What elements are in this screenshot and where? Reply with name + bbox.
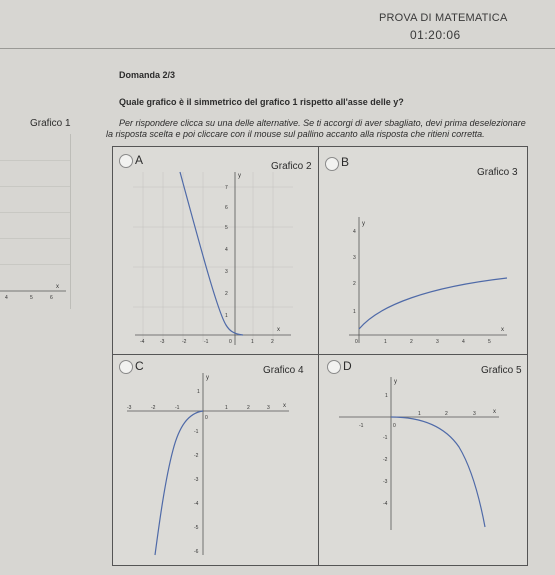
- countdown-timer: 01:20:06: [410, 28, 461, 42]
- tick-label: -6: [194, 549, 199, 555]
- tick-label: 2: [247, 405, 250, 411]
- options-grid: [112, 146, 528, 566]
- tick-label: -3: [383, 479, 388, 485]
- option-a-graph-title: Grafico 2: [271, 161, 312, 172]
- tick-label: 2: [225, 291, 228, 297]
- ref-tick: 6: [50, 295, 53, 301]
- tick-label: 0: [205, 415, 208, 421]
- tick-label: 2: [410, 339, 413, 345]
- tick-label: 1: [197, 389, 200, 395]
- option-b-graph: [319, 147, 527, 355]
- ref-tick: 5: [30, 295, 33, 301]
- ref-x-axis-label: x: [56, 284, 59, 290]
- tick-label: 1: [353, 309, 356, 315]
- tick-label: x: [501, 327, 504, 333]
- option-d-letter: D: [343, 359, 352, 373]
- tick-label: y: [394, 379, 397, 385]
- function-curve: [359, 278, 507, 329]
- tick-label: x: [277, 327, 280, 333]
- option-d-graph-title: Grafico 5: [481, 365, 522, 376]
- option-c-graph: [113, 355, 319, 565]
- ref-tick: 4: [5, 295, 8, 301]
- tick-label: -3: [160, 339, 165, 345]
- tick-label: 2: [353, 281, 356, 287]
- tick-label: 6: [225, 205, 228, 211]
- option-c-graph-title: Grafico 4: [263, 365, 304, 376]
- tick-label: -1: [204, 339, 209, 345]
- option-a-cell[interactable]: [113, 147, 319, 355]
- tick-label: 7: [225, 185, 228, 191]
- option-b-graph-title: Grafico 3: [477, 167, 518, 178]
- reference-graph-label: Grafico 1: [30, 118, 71, 129]
- tick-label: 1: [225, 405, 228, 411]
- tick-label: -2: [182, 339, 187, 345]
- option-c-cell[interactable]: [113, 355, 319, 565]
- reference-graph-panel: [0, 134, 71, 309]
- option-c-letter: C: [135, 359, 144, 373]
- tick-label: -4: [194, 501, 199, 507]
- option-a-graph: [113, 147, 319, 355]
- tick-label: 1: [418, 411, 421, 417]
- tick-label: 1: [384, 339, 387, 345]
- question-number: Domanda 2/3: [119, 70, 176, 80]
- tick-label: 3: [225, 269, 228, 275]
- tick-label: 0: [393, 423, 396, 429]
- tick-label: -1: [359, 423, 364, 429]
- tick-label: 4: [462, 339, 465, 345]
- tick-label: 4: [225, 247, 228, 253]
- tick-label: 0: [229, 339, 232, 345]
- function-curve: [180, 172, 243, 335]
- instructions-line-2: la risposta scelta e poi cliccare con il mouse sul pallino accanto alla risposta che ritieni corretta.: [106, 129, 485, 139]
- tick-label: -3: [194, 477, 199, 483]
- tick-label: y: [362, 221, 365, 227]
- tick-label: 3: [353, 255, 356, 261]
- exam-title: PROVA DI MATEMATICA: [379, 12, 508, 24]
- reference-graph-plot: [0, 134, 70, 309]
- tick-label: 5: [488, 339, 491, 345]
- header-divider: [0, 48, 555, 49]
- tick-label: x: [283, 403, 286, 409]
- option-b-cell[interactable]: [319, 147, 527, 355]
- tick-label: -4: [140, 339, 145, 345]
- tick-label: 4: [353, 229, 356, 235]
- tick-label: -2: [383, 457, 388, 463]
- option-d-cell[interactable]: [319, 355, 527, 565]
- tick-label: 5: [225, 225, 228, 231]
- tick-label: 2: [445, 411, 448, 417]
- question-text: Quale grafico è il simmetrico del grafico 1 rispetto all'asse delle y?: [119, 97, 404, 107]
- option-d-graph: [319, 355, 527, 565]
- tick-label: -3: [127, 405, 132, 411]
- tick-label: -1: [194, 429, 199, 435]
- function-curve: [391, 417, 485, 527]
- tick-label: 1: [251, 339, 254, 345]
- tick-label: -2: [151, 405, 156, 411]
- tick-label: 3: [436, 339, 439, 345]
- tick-label: 0: [355, 339, 358, 345]
- tick-label: y: [238, 173, 241, 179]
- tick-label: -4: [383, 501, 388, 507]
- tick-label: 1: [225, 313, 228, 319]
- option-a-letter: A: [135, 153, 144, 167]
- tick-label: -5: [194, 525, 199, 531]
- tick-label: 2: [271, 339, 274, 345]
- tick-label: 3: [267, 405, 270, 411]
- tick-label: -1: [383, 435, 388, 441]
- tick-label: -2: [194, 453, 199, 459]
- option-b-letter: B: [341, 155, 350, 169]
- instructions-line-1: Per rispondere clicca su una delle alternative. Se ti accorgi di aver sbagliato, devi prima deselezionare: [119, 118, 526, 128]
- tick-label: 1: [385, 393, 388, 399]
- tick-label: -1: [175, 405, 180, 411]
- tick-label: 3: [473, 411, 476, 417]
- tick-label: x: [493, 409, 496, 415]
- tick-label: y: [206, 375, 209, 381]
